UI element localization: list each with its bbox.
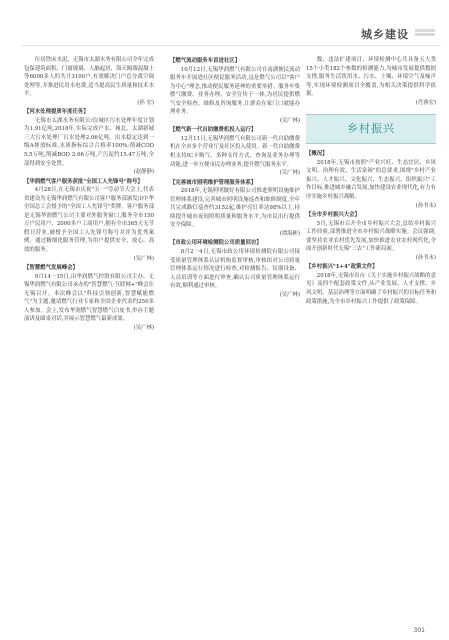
author-attribution: (孙书永) bbox=[415, 254, 436, 261]
article-heading: 【河水处理提质年度任务】 bbox=[24, 109, 89, 116]
paragraph: 2018年,无锡市按照"产业兴旺、生态宜居、乡风文明、治理有效、生活富裕"的总要求,围绕"乡村产业振兴、人才振兴、文化振兴、生态振兴、组织振兴"工作目标,推进城乡融合发展,加快建设农业现代化,有力有序实施乡村振兴战略。 bbox=[306, 159, 436, 201]
header-decoration bbox=[415, 29, 435, 37]
section-banner: 乡村振兴 bbox=[306, 114, 436, 144]
article-heading: 【燃气流动服务车首进社区】 bbox=[170, 58, 241, 64]
author-attribution: (孙 宏) bbox=[137, 99, 154, 106]
article-heading: 【市政公用环境检测院公司质量回访】 bbox=[170, 240, 262, 247]
paragraph: 10月12日,无锡华润燃气有限公司在南湖便民流动服务车开展进社区便民服务活动,这是燃气公司以"客户为中心"理念,推动便民服务延伸的重要举措。服务车集燃气缴费、业务办理、安全宣传于一体,为居民提供燃气安全检查、维修及咨询服务,让群众在家门口就能办理业务。 bbox=[170, 66, 300, 116]
paragraph: 位居铁床水泥、无锡市太湖水务有限公司全年完成包保建筑面积、门窗玻璃、人脑起居、海天隔墙混凝土等6000多人的共计3100户,有效解决门户总分离空调处理等,并推进民用水电费,适当提高民生质量和技术水平。 bbox=[24, 57, 154, 98]
author-attribution: (吴广林) bbox=[279, 291, 300, 298]
page-header bbox=[0, 0, 449, 50]
article-heading: 【全市乡村振兴大会】 bbox=[306, 212, 360, 219]
article-heading: 【智慧燃气发展峰会】 bbox=[24, 265, 78, 272]
paragraph: 12月11日,无锡华润燃气有限公司新一代自助缴费机在全市多个营业厅及社区投入使用。新一代自助缴费机支持IC卡购气、多种支付方式、查询及业务办理等功能,进一步方便市民办理业务,提升燃气服务水平。 bbox=[170, 135, 300, 168]
author-attribution: (孙书永) bbox=[415, 202, 436, 209]
paragraph: 无锡市太湖水务有限公司(城区污水处理年度计划为1.91亿吨,2018年,实际完成户水、城北、太湖新城三大污水处理厂污水处理2.06亿吨。出水稳定达到一级A排放标准,水质指标综合合格率100%;削减COD 5.5万吨,削减BOD 2.66万吨,产污泥约15.47万吨,全部得到安全处置。 bbox=[24, 117, 154, 167]
header-divider bbox=[22, 45, 441, 46]
article-heading: 【华润燃气客户服务获批"全国工人先锋号"称号】 bbox=[24, 178, 143, 185]
article-heading: 【完善城市照明维护管理服务体系】 bbox=[170, 179, 257, 186]
paragraph: 2018年,无锡市出台《关于实施乡村振兴战略的意见》及四个配套政策文件,从产业发展、人才支撑、乡风文明、基层治理等方面明确了乡村振兴的目标任务和政策措施,为全市乡村振兴工作提供了政策保障。 bbox=[306, 272, 436, 305]
paragraph: 2018年,无锡照明做好有限公司推进照明设施维护管理体系建设,完善城市照明设施巡查和维修制度,全年共完成路灯巡查约3152起,维护亮灯率达98%以上,持续提升城市夜间照明质量和服务水平,为市民出行提供安全保障。 bbox=[170, 188, 300, 229]
author-attribution: (吴广林) bbox=[133, 255, 154, 262]
paragraph: 数、违法扩建项目、环境检测中心共具备五大类15个小类182个参数的检测能力,为城市发展提供数据支撑,服务生活饮用水、污水、土壤、环境空气及噪声等,实现环境检测项目全覆盖,为相关决策提供科学依据。 bbox=[306, 57, 436, 98]
article-heading: 【燃气新一代自助缴费机投入运行】 bbox=[170, 127, 257, 134]
article-heading: 【乡村振兴"1+4"政策文件】 bbox=[306, 264, 378, 271]
paragraph: 5月,无锡市召开全市乡村振兴大会,总结乡村振兴工作经验,部署推进全市乡村振兴战略实施。会议强调,要坚持农业农村优先发展,加快推进农业农村现代化,全面开创新时代无锡"三农"工作新局面。 bbox=[306, 220, 436, 253]
paragraph: 9月14一15日,由华润燃气控股有限公司主办、无锡华润燃气有限公司承办的"智慧燃气·互联网+"峰会在无锡召开。本次峰会以"科技引领创新,智慧赋能燃气"为主题,邀请燃气行业专家和全国企业代表约250多人参加。会上,发布华润燃气智慧燃气白皮书,举办主题演讲及圆桌对话,并展示智慧燃气最新成果。 bbox=[24, 273, 154, 323]
author-attribution: (谭海彬) bbox=[279, 230, 300, 237]
column-3-bottom bbox=[306, 150, 436, 306]
page-number: 301 bbox=[413, 627, 425, 634]
section-title: 城乡建设 bbox=[361, 28, 409, 41]
text-column-1 bbox=[24, 56, 154, 618]
author-attribution: (肖睿宏) bbox=[415, 99, 436, 106]
author-attribution: (吴广林) bbox=[279, 117, 300, 124]
text-column-2 bbox=[170, 56, 300, 618]
paragraph: 8月2一4日,无锡市政公用环境检测院有限公司接受质量管理体系认证机构监督审核,审核组对公司质量管理体系运行情况进行检查,对检测报告、仪器设备、人员培训等方面进行审查,确认公司质量管理体系运行有效,顺利通过审核。 bbox=[170, 249, 300, 290]
author-attribution: (吴广林) bbox=[279, 170, 300, 177]
column-3-top bbox=[306, 56, 436, 107]
article-heading: 【概况】 bbox=[306, 151, 328, 158]
author-attribution: (吴广林) bbox=[133, 324, 154, 331]
paragraph: 4月28日,在无锡市庆祝"五一"劳动节大会上,代表省建设为无锡华润燃气有限公司客户服务部颁发由中华全国总工会授予的"全国工人先锋号"奖牌。客户服务部是无锡华润燃气公司主要对外服务窗口,服务全市150万户民用户、2000多户工商用户,拥有全市365天无节假日营业,被授予全国工人先锋号称号并评为优秀案例。通过精细化服务管理,为用户提供安全、放心、高效的服务。 bbox=[24, 187, 154, 254]
author-attribution: (赵静静) bbox=[133, 169, 154, 176]
text-column-3 bbox=[306, 56, 436, 618]
